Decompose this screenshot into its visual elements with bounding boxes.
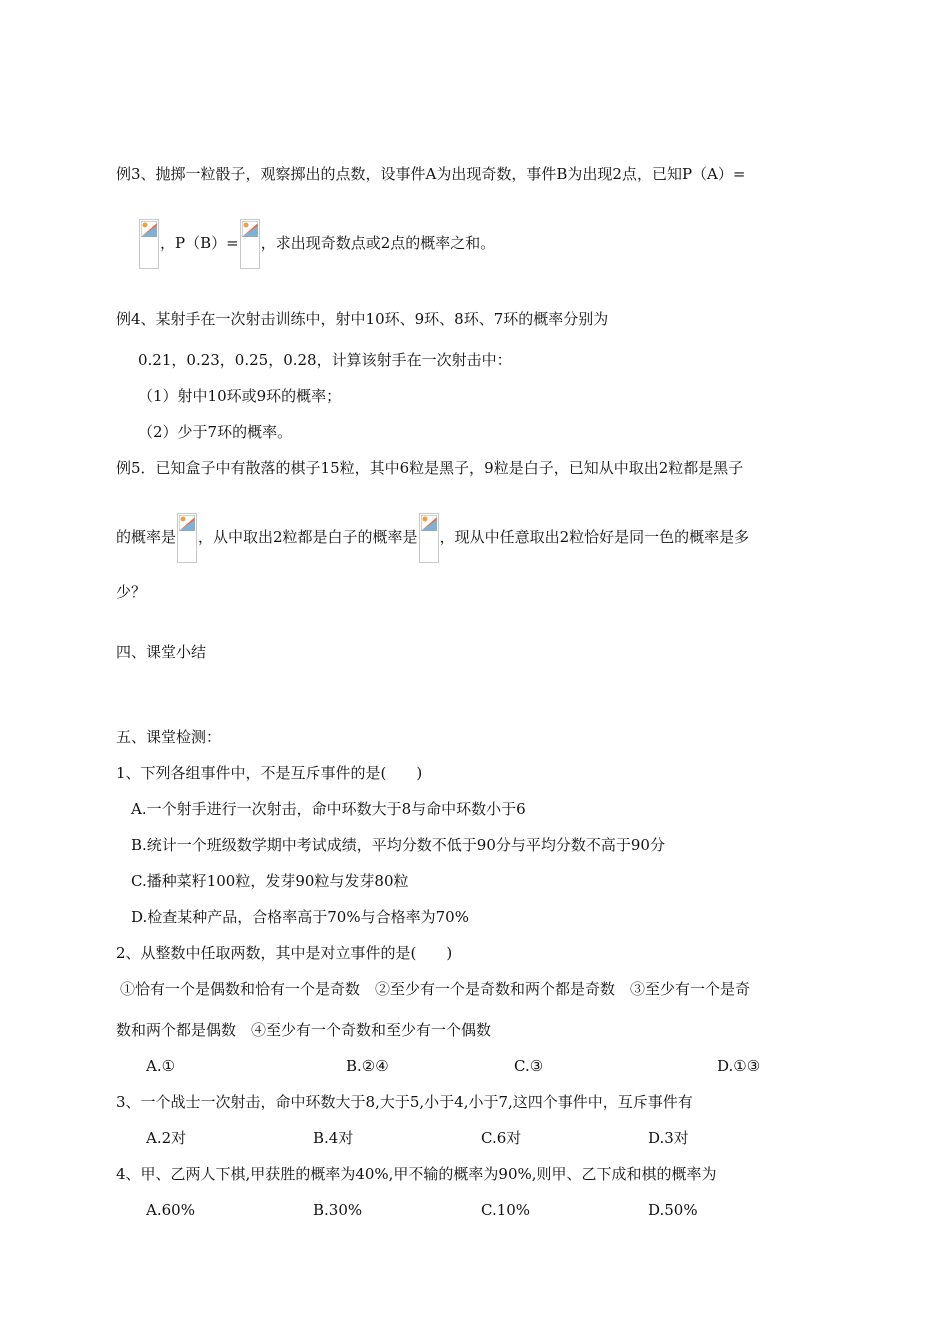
- example-3-question: ，求出现奇数点或2点的概率之和。: [260, 234, 496, 252]
- example-3-pb-text: ，P（B）=: [160, 234, 239, 252]
- question-3-option-c: C.6对: [481, 1129, 522, 1147]
- question-1-option-c: C.播种菜籽100粒，发芽90粒与发芽80粒: [131, 872, 409, 890]
- example-5-end: ，现从中任意取出2粒恰好是同一色的概率是多: [439, 528, 750, 546]
- example-5-line-1: 例5．已知盒子中有散落的棋子15粒，其中6粒是黑子，9粒是白子，已知从中取出2粒都是黑子: [116, 459, 744, 477]
- example-3-line-1: 例3、抛掷一粒骰子，观察掷出的点数，设事件A为出现奇数，事件B为出现2点，已知P（A）=: [116, 165, 746, 183]
- question-3-option-b: B.4对: [313, 1129, 354, 1147]
- example-5-mid: ，从中取出2粒都是白子的概率是: [198, 528, 418, 546]
- question-4-option-d: D.50%: [648, 1201, 698, 1219]
- question-2-option-c: C.③: [514, 1057, 544, 1075]
- example-5-line-3: 少？: [116, 583, 147, 601]
- example-5-line-2: [116, 512, 749, 563]
- question-3-option-d: D.3对: [648, 1129, 689, 1147]
- question-4-option-b: B.30%: [313, 1201, 363, 1219]
- broken-image-icon: [177, 513, 197, 563]
- example-4-question-2: （2）少于7环的概率。: [138, 423, 293, 441]
- example-3-line-2: [138, 218, 495, 269]
- question-1-option-d: D.检查某种产品，合格率高于70%与合格率为70%: [131, 908, 469, 926]
- question-2-option-b: B.②④: [346, 1057, 389, 1075]
- question-4-option-c: C.10%: [481, 1201, 531, 1219]
- example-4-question-1: （1）射中10环或9环的概率；: [138, 387, 342, 405]
- question-2-option-a: A.①: [146, 1057, 176, 1075]
- section-summary-heading: 四、课堂小结: [116, 643, 207, 661]
- question-4-stem: 4、甲、乙两人下棋,甲获胜的概率为40%,甲不输的概率为90%,则甲、乙下成和棋的概率为: [116, 1165, 717, 1183]
- example-5-prefix: 的概率是: [116, 528, 177, 546]
- question-3-stem: 3、一个战士一次射击，命中环数大于8,大于5,小于4,小于7,这四个事件中，互斥事件有: [116, 1093, 693, 1111]
- broken-image-icon: [139, 219, 159, 269]
- example-4-line-2: 0.21，0.23，0.25，0.28，计算该射手在一次射击中：: [138, 351, 512, 369]
- question-2-option-d: D.①③: [717, 1057, 761, 1075]
- question-2-choices-line-1: ①恰有一个是偶数和恰有一个是奇数 ②至少有一个是奇数和两个都是奇数 ③至少有一个是奇: [120, 980, 751, 998]
- question-4-option-a: A.60%: [146, 1201, 195, 1219]
- question-1-option-a: A.一个射手进行一次射击，命中环数大于8与命中环数小于6: [131, 800, 526, 818]
- section-test-heading: 五、课堂检测：: [116, 728, 222, 746]
- broken-image-icon: [240, 219, 260, 269]
- question-2-stem: 2、从整数中任取两数，其中是对立事件的是( ): [116, 944, 453, 962]
- example-4-line-1: 例4、某射手在一次射击训练中，射中10环、9环、8环、7环的概率分别为: [116, 310, 609, 328]
- broken-image-icon: [419, 513, 439, 563]
- question-1-option-b: B.统计一个班级数学期中考试成绩，平均分数不低于90分与平均分数不高于90分: [131, 836, 665, 854]
- question-3-option-a: A.2对: [146, 1129, 187, 1147]
- question-1-stem: 1、下列各组事件中，不是互斥事件的是( ): [116, 764, 423, 782]
- question-2-choices-line-2: 数和两个都是偶数 ④至少有一个奇数和至少有一个偶数: [116, 1021, 492, 1039]
